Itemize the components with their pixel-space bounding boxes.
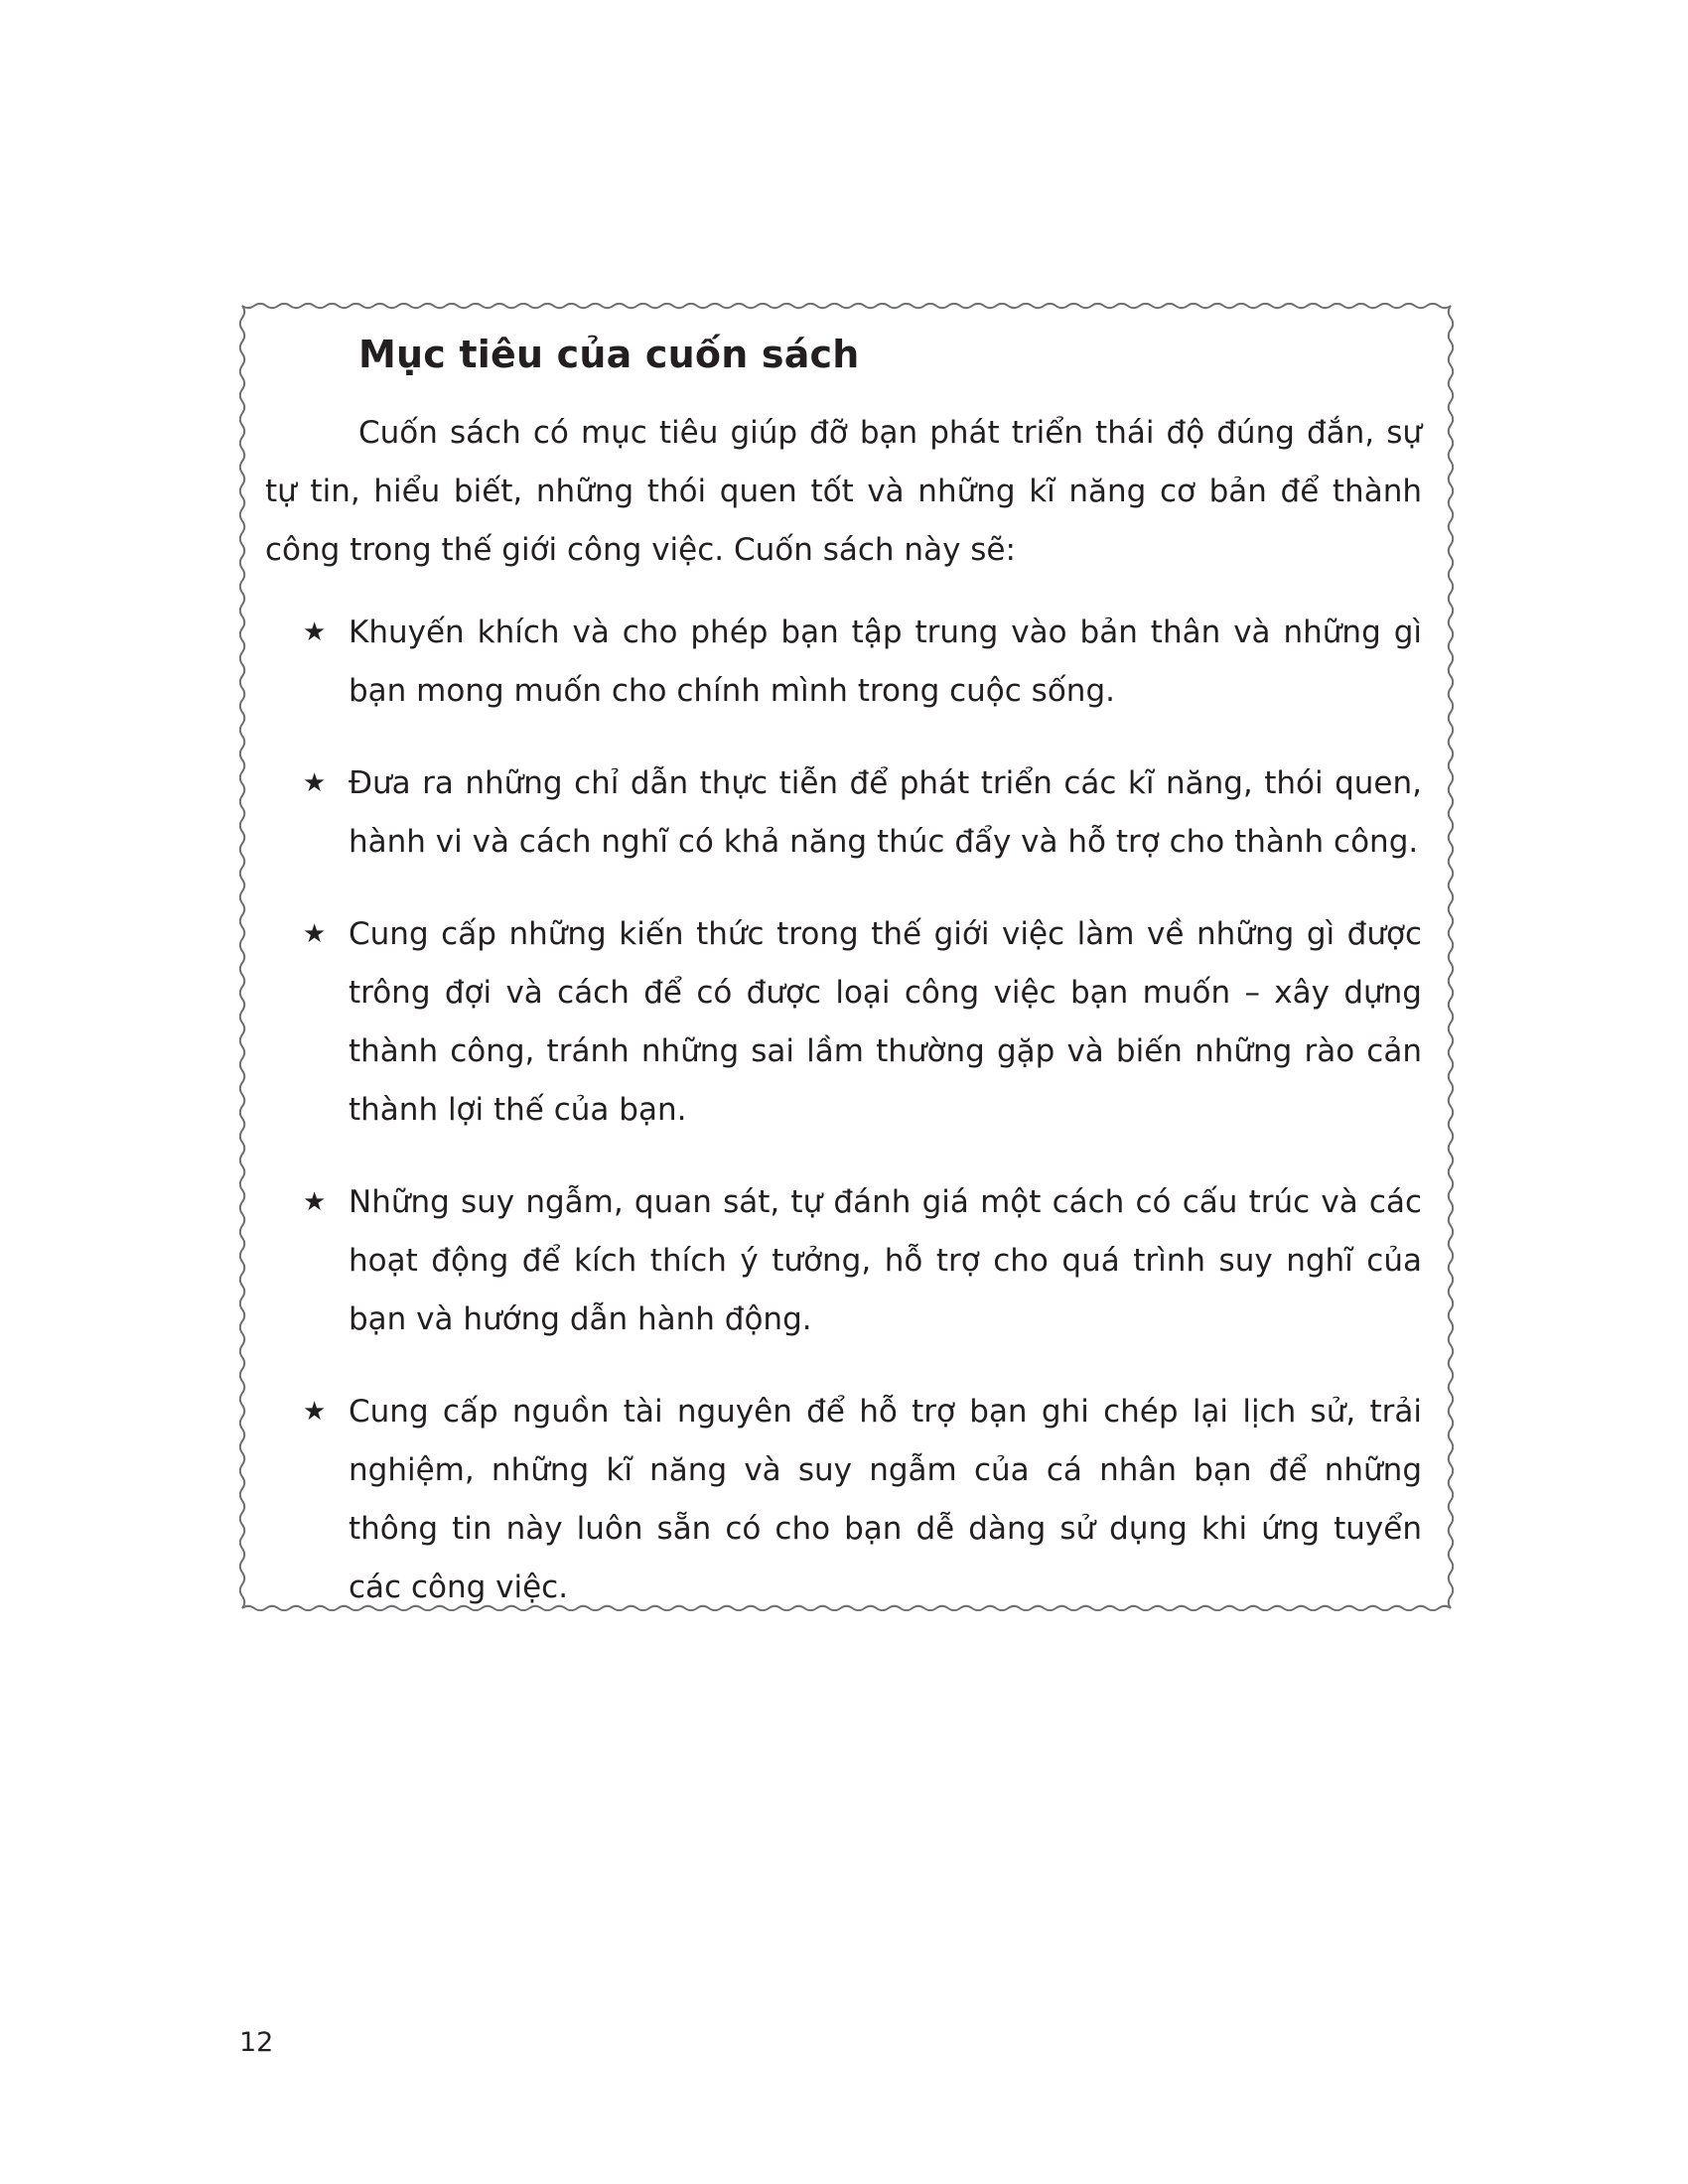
box-title: Mục tiêu của cuốn sách (358, 333, 860, 376)
goal-text: Những suy ngẫm, quan sát, tự đánh giá một cách có cấu trúc và các hoạt động để kích thích ý tưởng, hỗ trợ cho quá trình suy nghĩ của bạn và hướng dẫn hành động. (349, 1184, 1422, 1337)
goal-item-5 (265, 1383, 1422, 1617)
goal-item-3 (265, 905, 1422, 1140)
star-bullet-icon: ★ (303, 617, 327, 647)
objectives-content (265, 325, 1422, 1651)
star-bullet-icon: ★ (303, 1397, 327, 1427)
star-bullet-icon: ★ (303, 1187, 327, 1217)
intro-paragraph: Cuốn sách có mục tiêu giúp đỡ bạn phát triển thái độ đúng đắn, sự tự tin, hiểu biết, những thói quen tốt và những kĩ năng cơ bản để thành công trong thế giới công việc. Cuốn sách này sẽ: (265, 415, 1422, 568)
objectives-box (239, 303, 1454, 1611)
star-bullet-icon: ★ (303, 919, 327, 949)
star-bullet-icon: ★ (303, 768, 327, 798)
goal-text: Khuyến khích và cho phép bạn tập trung vào bản thân và những gì bạn mong muốn cho chính mình trong cuộc sống. (349, 614, 1422, 709)
goal-text: Cung cấp nguồn tài nguyên để hỗ trợ bạn ghi chép lại lịch sử, trải nghiệm, những kĩ năng và suy ngẫm của cá nhân bạn để những thông tin này luôn sẵn có cho bạn dễ dàng sử dụng khi ứng tuyển các công việc. (349, 1394, 1422, 1605)
goals-list (265, 604, 1422, 1617)
goal-text: Cung cấp những kiến thức trong thế giới việc làm về những gì được trông đợi và cách để có được loại công việc bạn muốn – xây dựng thành công, tránh những sai lầm thường gặp và biến những rào cản thành lợi thế của bạn. (349, 916, 1422, 1128)
goal-item-4 (265, 1173, 1422, 1349)
goal-item-1 (265, 604, 1422, 721)
goal-text: Đưa ra những chỉ dẫn thực tiễn để phát triển các kĩ năng, thói quen, hành vi và cách nghĩ có khả năng thúc đẩy và hỗ trợ cho thành công. (349, 765, 1422, 860)
goal-item-2 (265, 754, 1422, 872)
page-number: 12 (239, 2027, 274, 2058)
